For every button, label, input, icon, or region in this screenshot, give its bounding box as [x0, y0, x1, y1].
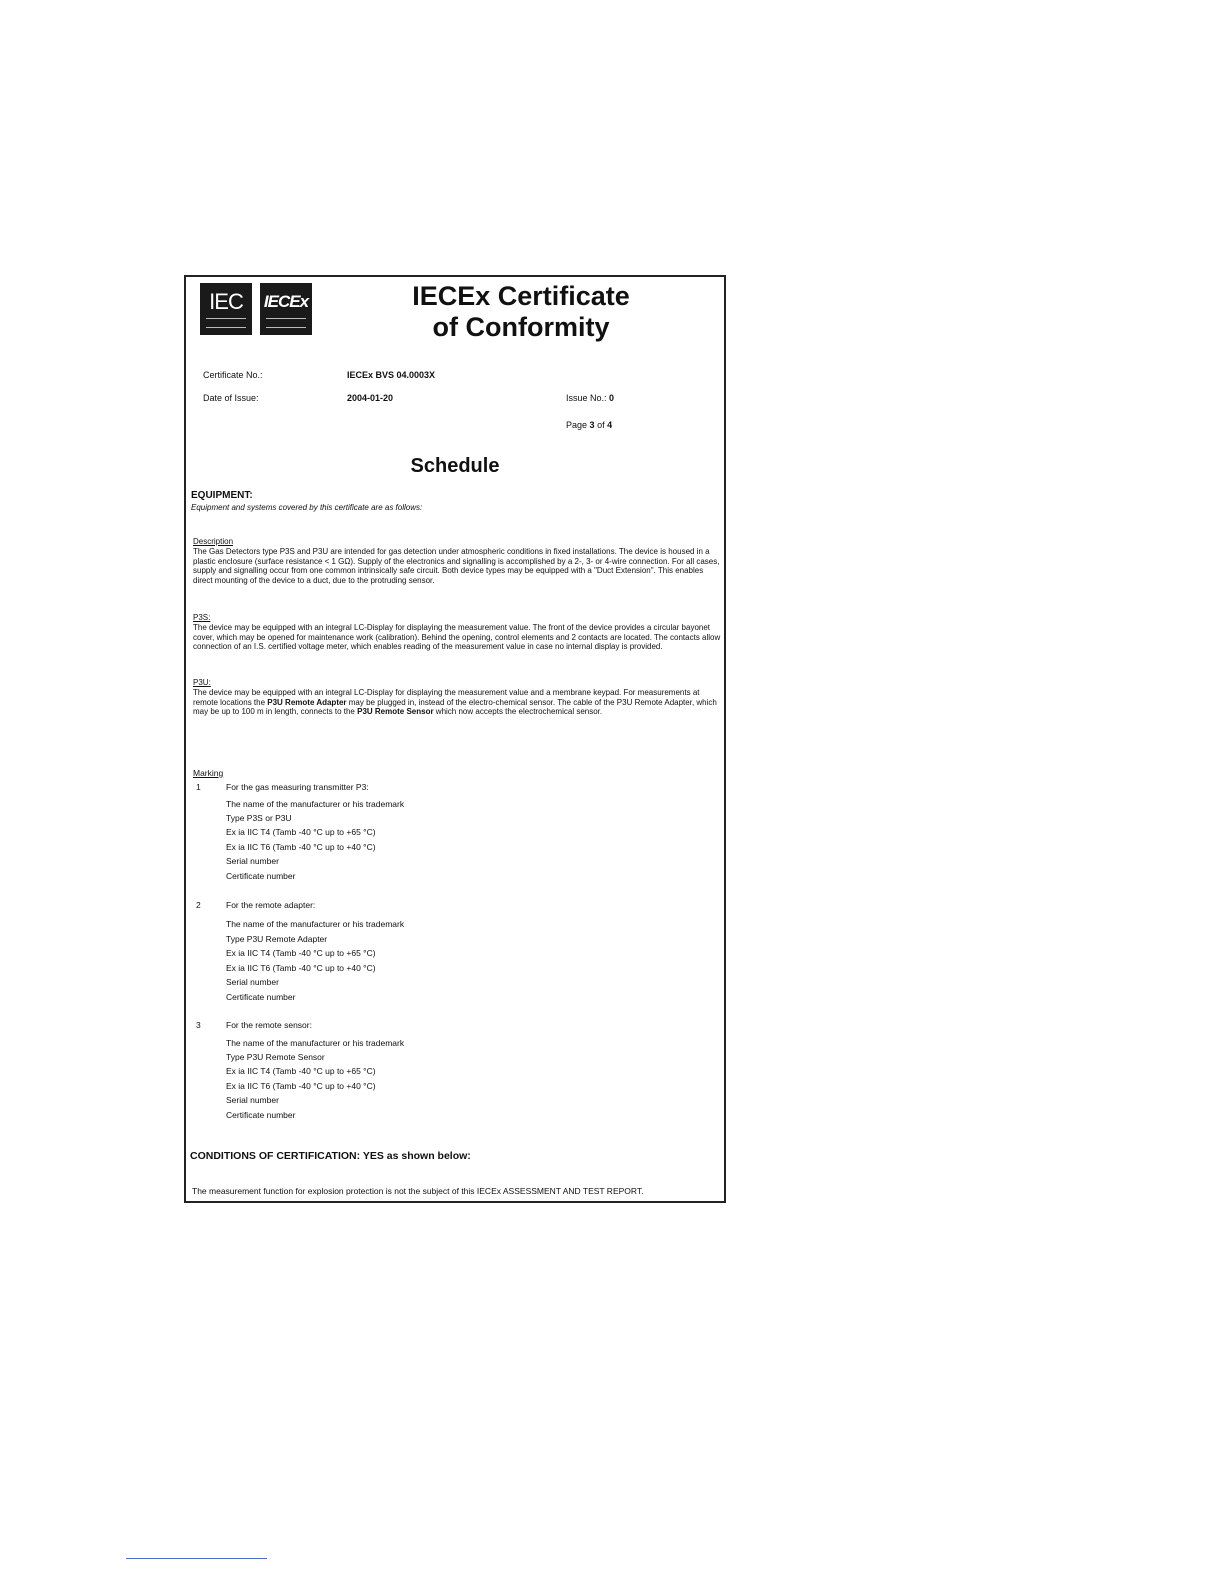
- marking-group-1-title: For the gas measuring transmitter P3:: [226, 782, 369, 792]
- equipment-heading: EQUIPMENT:: [191, 490, 253, 501]
- p3u-section: [193, 678, 723, 717]
- marking-group-3-title: For the remote sensor:: [226, 1020, 312, 1030]
- footer-rule: [126, 1558, 267, 1559]
- issue-no-value: 0: [609, 393, 615, 403]
- p3u-remote-adapter: P3U Remote Adapter: [267, 697, 347, 707]
- issue-no: [566, 393, 614, 403]
- date-of-issue-value: 2004-01-20: [347, 393, 394, 403]
- marking-line: Certificate number: [226, 992, 296, 1002]
- marking-line: Type P3U Remote Adapter: [226, 934, 328, 944]
- page-number: [566, 420, 612, 430]
- issue-no-label: Issue No.:: [566, 393, 607, 403]
- certificate-title: [336, 281, 706, 343]
- p3s-section: [193, 613, 723, 652]
- iecex-logo: [260, 283, 312, 335]
- marking-line: The name of the manufacturer or his trademark: [226, 919, 405, 929]
- marking-line: The name of the manufacturer or his trademark: [226, 799, 405, 809]
- marking-line: Serial number: [226, 977, 279, 987]
- iec-logo-text: IEC: [209, 289, 243, 314]
- certificate-no-value: IECEx BVS 04.0003X: [347, 370, 436, 380]
- marking-line: Ex ia IIC T4 (Tamb -40 °C up to +65 °C): [226, 827, 376, 837]
- marking-line: Ex ia IIC T4 (Tamb -40 °C up to +65 °C): [226, 1066, 376, 1076]
- certificate-page: [184, 275, 726, 1203]
- equipment-subheading: Equipment and systems covered by this certificate are as follows:: [191, 503, 423, 512]
- marking-group-3-number: 3: [196, 1020, 201, 1030]
- marking-line: Serial number: [226, 856, 279, 866]
- p3u-heading: P3U:: [193, 678, 211, 687]
- description-heading: Description: [193, 537, 234, 546]
- marking-group-1-number: 1: [196, 782, 201, 792]
- marking-line: Certificate number: [226, 1110, 296, 1120]
- schedule-title: Schedule: [410, 455, 500, 477]
- marking-line: Type P3S or P3U: [226, 813, 292, 823]
- p3s-heading: P3S:: [193, 613, 211, 622]
- marking-heading: Marking: [193, 768, 224, 778]
- p3s-text: The device may be equipped with an integral LC-Display for displaying the measurement value. The front of the device provides a circular bayonet cover, which may be opened for maintenance work (calibration). Behind the opening, control elements and 2 contacts are located. The contacts allow connection of an I.S. certified voltage meter, which enables reading of the measurement value in case no internal display is provided.: [193, 622, 721, 652]
- title-line-1: IECEx Certificate: [412, 281, 630, 311]
- p3u-text: The device may be equipped with an integral LC-Display for displaying the measurement value and a membrane keypad. For measurements at remote locations the P3U Remote Adapter may be plugged in, instead of the electro-chemical sensor. The cable of the P3U Remote Adapter, which may be up to 100 m in length, connects to the P3U Remote Sensor which now accepts the electrochemical sensor.: [193, 687, 717, 717]
- p3u-remote-sensor: P3U Remote Sensor: [357, 707, 434, 717]
- certificate-no-label: Certificate No.:: [203, 370, 263, 380]
- conditions-heading: CONDITIONS OF CERTIFICATION: YES as shown below:: [190, 1150, 471, 1162]
- iecex-logo-text: IECEx: [263, 292, 309, 311]
- title-line-2: of Conformity: [432, 312, 610, 342]
- marking-line: Serial number: [226, 1095, 279, 1105]
- marking-line: Ex ia IIC T6 (Tamb -40 °C up to +40 °C): [226, 963, 376, 973]
- description-text: The Gas Detectors type P3S and P3U are intended for gas detection under atmospheric conditions in fixed installations. The device is housed in a plastic enclosure (surface resistance < 1 GΩ). Supply of the electronics and signalling is accomplished by a 2-, 3- or 4-wire connection. For all cases, supply and signalling occur from one common intrinsically safe circuit. Both device types may be equipped with a "Duct Extension". This enables direct mounting of the device to a duct, due to the protruding sensor.: [193, 546, 720, 586]
- marking-group-2-title: For the remote adapter:: [226, 900, 316, 910]
- marking-group-2-number: 2: [196, 900, 201, 910]
- date-of-issue-label: Date of Issue:: [203, 393, 259, 403]
- marking-line: The name of the manufacturer or his trademark: [226, 1038, 405, 1048]
- marking-line: Type P3U Remote Sensor: [226, 1052, 325, 1062]
- page-label: Page: [566, 420, 588, 430]
- marking-line: Ex ia IIC T6 (Tamb -40 °C up to +40 °C): [226, 842, 376, 852]
- marking-line: Ex ia IIC T4 (Tamb -40 °C up to +65 °C): [226, 948, 376, 958]
- conditions-text: The measurement function for explosion protection is not the subject of this IECEx ASSESSMENT AND TEST REPORT.: [192, 1186, 644, 1196]
- page-total: 4: [607, 420, 613, 430]
- marking-line: Ex ia IIC T6 (Tamb -40 °C up to +40 °C): [226, 1081, 376, 1091]
- page-of: of: [597, 420, 605, 430]
- description-section: [193, 537, 723, 586]
- page-current: 3: [589, 420, 595, 430]
- marking-line: Certificate number: [226, 871, 296, 881]
- iec-logo: [200, 283, 252, 335]
